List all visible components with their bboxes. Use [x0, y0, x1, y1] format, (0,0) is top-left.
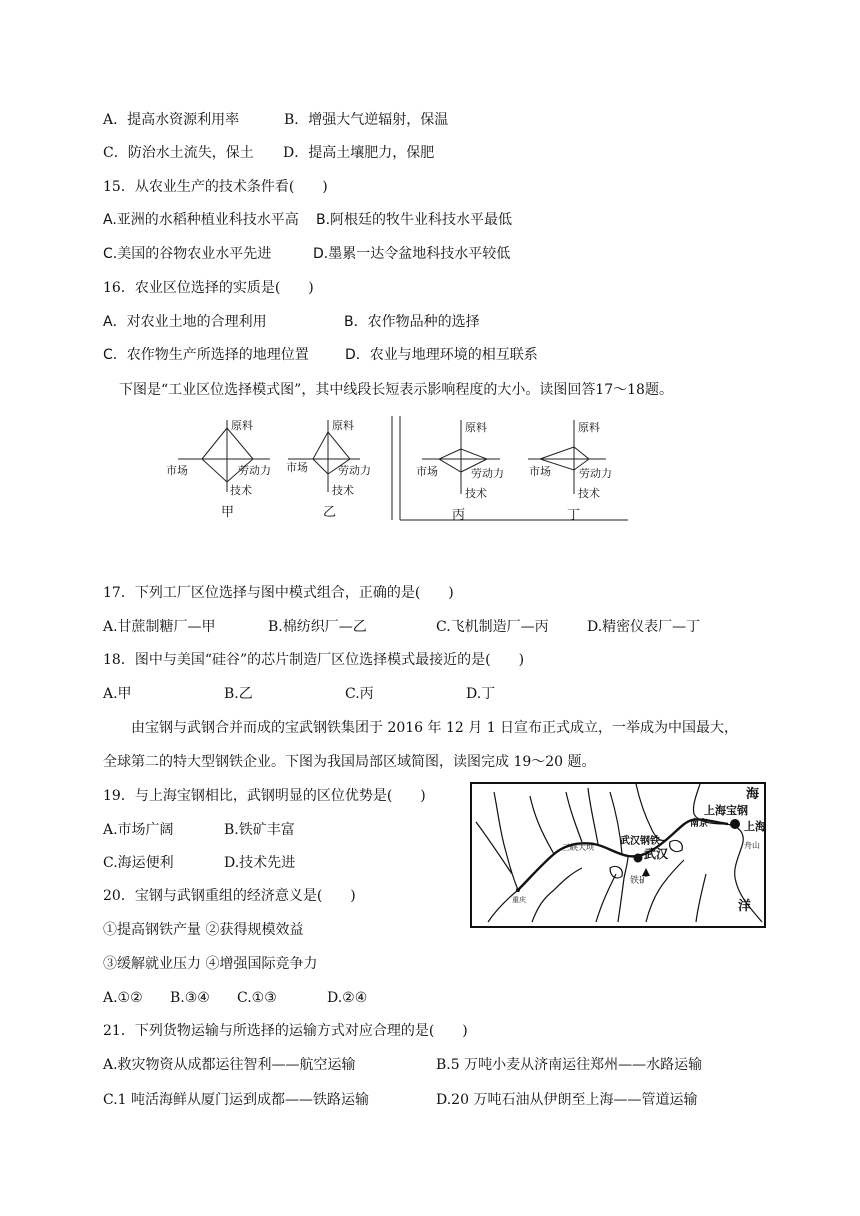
q20-option-c: C.①③ [237, 990, 277, 1006]
jia-label-tech: 技术 [230, 484, 252, 497]
intro-19-20-line1: 由宝钢与武钢合并而成的宝武钢铁集团于 2016 年 12 月 1 日宣布正式成立，一举成为中国最大， [131, 720, 739, 736]
map-sea-char-2: 洋 [738, 899, 752, 914]
jia-label-market: 市场 [166, 464, 188, 477]
q21-option-d: D.20 万吨石油从伊朗至上海——管道运输 [436, 1092, 698, 1108]
q20-stem: 20．宝钢与武钢重组的经济意义是( ) [103, 888, 356, 904]
q20-items-2: ③缓解就业压力 ④增强国际竞争力 [103, 956, 318, 972]
bing-label-labor: 劳动力 [471, 467, 504, 480]
q18-option-a: A.甲 [103, 686, 132, 702]
q14-option-d: D．提高土壤肥力，保肥 [283, 145, 435, 161]
q18-option-d: D.丁 [466, 686, 496, 702]
q16-stem: 16．农业区位选择的实质是( ) [103, 280, 314, 296]
yi-label-raw: 原料 [332, 419, 354, 432]
q17-option-b: B.棉纺织厂—乙 [268, 619, 367, 635]
q16-option-a: A．对农业土地的合理利用 [103, 314, 267, 330]
map-label-chongqing: 重庆 [512, 896, 526, 904]
ding-label-tech: 技术 [578, 487, 600, 500]
jia-label-raw: 原料 [231, 419, 253, 432]
map-label-wuhan: 武汉 [644, 847, 669, 861]
jia-label-labor: 劳动力 [238, 464, 271, 477]
map-label-shanghai: 上海 [744, 820, 766, 833]
map-label-shanghai-baosteel: 上海宝钢 [704, 804, 748, 817]
q18-option-c: C.丙 [345, 686, 374, 702]
diagram-name-jia: 甲 [221, 505, 235, 520]
q19-option-d: D.技术先进 [224, 855, 296, 871]
q19-stem: 19．与上海宝钢相比，武钢明显的区位优势是( ) [103, 788, 426, 804]
q21-option-c: C.1 吨活海鲜从厦门运到成都——铁路运输 [103, 1092, 370, 1108]
q17-option-d: D.精密仪表厂—丁 [587, 619, 701, 635]
q19-option-c: C.海运便利 [103, 855, 174, 871]
ding-label-raw: 原料 [578, 421, 600, 434]
q19-option-a: A.市场广阔 [103, 822, 174, 838]
map-sea-char-1: 海 [746, 787, 760, 802]
q20-items-1: ①提高钢铁产量 ②获得规模效益 [103, 922, 304, 938]
yi-label-market: 市场 [286, 461, 308, 474]
industrial-location-diagram [160, 412, 630, 524]
q15-option-b: B.阿根廷的牧牛业科技水平最低 [316, 212, 513, 228]
diagram-name-yi: 乙 [323, 505, 337, 520]
q19-option-b: B.铁矿丰富 [224, 822, 295, 838]
yi-label-labor: 劳动力 [338, 464, 371, 477]
q14-option-a: A．提高水资源利用率 [103, 112, 240, 128]
q21-stem: 21．下列货物运输与所选择的运输方式对应合理的是( ) [103, 1023, 468, 1039]
q16-option-c: C．农作物生产所选择的地理位置 [103, 347, 309, 363]
q15-stem: 15．从农业生产的技术条件看( ) [103, 179, 328, 195]
q15-option-c: C.美国的谷物农业水平先进 [103, 246, 272, 262]
diagram-name-bing: 丙 [452, 508, 466, 523]
bing-label-raw: 原料 [465, 421, 487, 434]
q18-stem: 18．图中与美国“硅谷”的芯片制造厂区位选择模式最接近的是( ) [103, 652, 525, 668]
q16-option-b: B．农作物品种的选择 [344, 314, 480, 330]
map-label-zhoushan: 舟山 [744, 841, 760, 850]
q14-option-c: C．防治水土流失，保土 [103, 145, 254, 161]
map-label-wuhan-steel: 武汉钢铁 [620, 836, 660, 847]
q21-option-b: B.5 万吨小麦从济南运往郑州——水路运输 [436, 1057, 703, 1073]
q14-option-b: B．增强大气逆辐射，保温 [284, 112, 449, 128]
ding-label-market: 市场 [529, 465, 551, 478]
intro-17-18: 下图是“工业区位选择模式图”，其中线段长短表示影响程度的大小。读图回答17～18题。 [119, 382, 673, 398]
yi-label-tech: 技术 [332, 484, 354, 497]
q20-option-a: A.①② [103, 990, 143, 1006]
q21-option-a: A.救灾物资从成都运往智利——航空运输 [103, 1057, 356, 1073]
q16-option-d: D．农业与地理环境的相互联系 [345, 347, 538, 363]
q15-option-d: D.墨累一达令盆地科技水平较低 [313, 246, 511, 262]
q15-option-a: A.亚洲的水稻种植业科技水平高 [103, 212, 299, 228]
map-label-nanjing: 南京 [690, 819, 709, 829]
diagram-name-ding: 丁 [567, 508, 581, 523]
bing-label-tech: 技术 [465, 487, 487, 500]
q20-option-d: D.②④ [327, 990, 368, 1006]
q17-option-c: C.飞机制造厂—丙 [436, 619, 549, 635]
intro-19-20-line2: 全球第二的特大型钢铁企业。下图为我国局部区域简图，读图完成 19～20 题。 [103, 754, 596, 770]
q18-option-b: B.乙 [224, 686, 253, 702]
q20-option-b: B.③④ [170, 990, 210, 1006]
q17-stem: 17．下列工厂区位选择与图中模式组合，正确的是( ) [103, 585, 454, 601]
map-label-iron-mine: 铁矿 [630, 876, 649, 886]
ding-label-labor: 劳动力 [579, 467, 612, 480]
bing-label-market: 市场 [416, 465, 438, 478]
q17-option-a: A.甘蔗制糖厂—甲 [103, 619, 216, 635]
map-label-three-gorges: 三峡大坝 [562, 843, 594, 852]
region-map [470, 782, 766, 928]
